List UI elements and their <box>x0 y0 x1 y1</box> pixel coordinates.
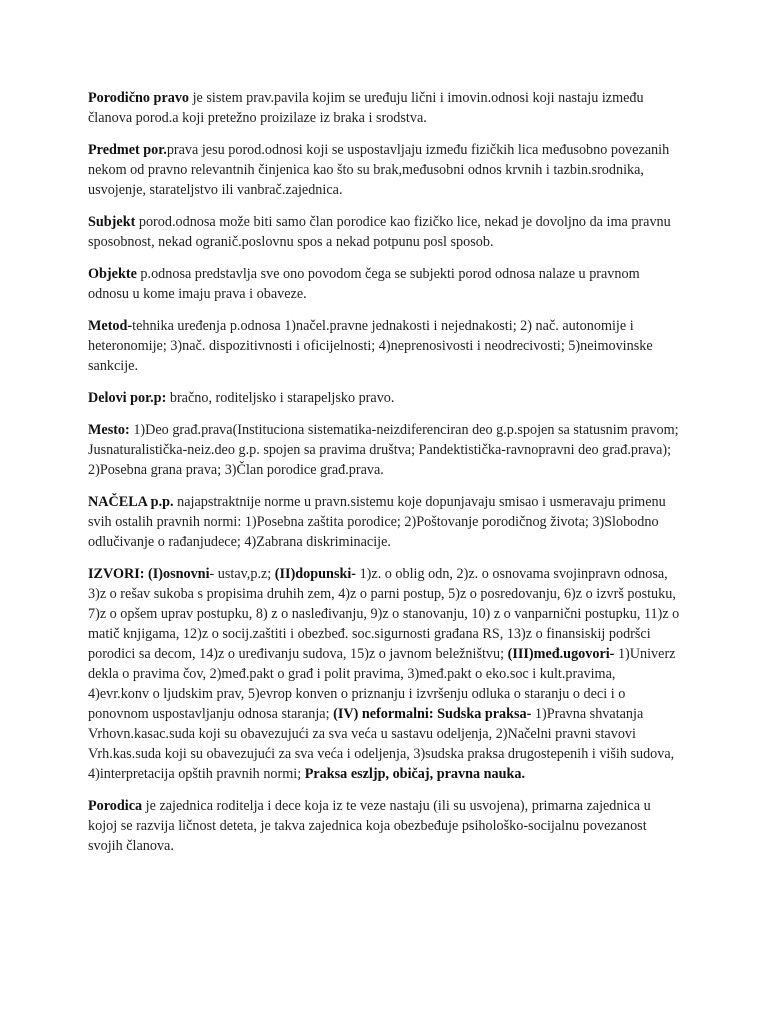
term-izvori-medj-ugovori: (III)međ.ugovori- <box>507 646 615 662</box>
term-izvori-dopunski: (II)dopunski- <box>274 566 357 582</box>
izvori-text: 1)Pravna shvatanja Vrhovn.kasac.suda koji su obavezujući za sva veća u sastavu odeljenja, 2)Načelni pravni stavovi Vrh.kas.suda koji su obavezujući za sva veća i odeljenja, 3)sudska praksa drugostepenih i viših sudova, 4)interpretacija opštih pravnih normi; <box>88 706 675 782</box>
paragraph-mesto <box>88 420 680 480</box>
term-delovi: Delovi por.p: <box>88 390 167 406</box>
definition-text: p.odnosa predstavlja sve ono povodom čega se subjekti porod odnosa nalaze u pravnom odnosu u kome imaju prava i obaveze. <box>88 266 640 302</box>
paragraph-objekte <box>88 264 680 304</box>
term-nacela: NAČELA p.p. <box>88 494 174 510</box>
paragraph-porodica <box>88 796 680 856</box>
paragraph-subjekt <box>88 212 680 252</box>
paragraph-nacela <box>88 492 680 552</box>
izvori-text: 1)z. o oblig odn, 2)z. o osnovama svojinpravn odnosa, 3)z o rešav sukoba s propisima druhih zem, 4)z o parni postup, 5)z o posredovanju, 6)z o izvrš postuku, 7)z o opšem uprav postupku, 8) z o nasleđivanju, 9)z o stanovanju, 10) z o vanparnični postupku, 11)z o matič knjigama, 12)z o socij.zaštiti i obezbeđ. soc.sigurnosti građana RS, 13)z o finansiskij podršci porodici sa decom, 14)z o uređivanju sudova, 15)z o javnom beležništvu; <box>88 566 680 662</box>
paragraph-porodicno-pravo <box>88 88 680 128</box>
definition-text: tehnika uređenja p.odnosa 1)načel.pravne jednakosti i nejednakosti; 2) nač. autonomije i heteronomije; 3)nač. dispozitivnosti i oficijelnosti; 4)neprenosivosti i neodrecivosti; 5)neimovinske sankcije. <box>88 318 653 374</box>
definition-text: prava jesu porod.odnosi koji se uspostavljaju između fizičkih lica međusobno povezanih nekom od pravno relevantnih činjenica kao što su brak,međusobni odnos krvnih i tazbin.srodnika, usvojenje, starateljstvo ili vanbrač.zajednica. <box>88 142 670 198</box>
definition-text: 1)Deo građ.prava(Instituciona sistematika-neizdiferenciran deo g.p.spojen sa statusnim pravom; Jusnaturalistička-neiz.deo g.p. spojen sa pravima društva; Pandektistička-ravnopravni deo građ.prava); 2)Posebna grana prava; 3)Član porodice građ.prava. <box>88 422 679 478</box>
term-metod: Metod- <box>88 318 133 334</box>
term-izvori-osnovni: IZVORI: (I)osnovni <box>88 566 210 582</box>
definition-text: porod.odnosa može biti samo član porodice kao fizičko lice, nekad je dovoljno da ima pravnu sposobnost, nekad ogranič.poslovnu spos a nekad potpunu posl sposob. <box>88 214 671 250</box>
izvori-text: - ustav,p.z; <box>209 566 275 582</box>
definition-text: je sistem prav.pavila kojim se uređuju lični i imovin.odnosi koji nastaju između članova porod.a koji pretežno proizilaze iz braka i srodstva. <box>88 90 644 126</box>
document-page <box>88 88 680 868</box>
paragraph-metod <box>88 316 680 376</box>
term-mesto: Mesto: <box>88 422 130 438</box>
term-izvori-neformalni: (IV) neformalni: Sudska praksa- <box>333 706 532 722</box>
paragraph-delovi <box>88 388 680 408</box>
term-predmet: Predmet por. <box>88 142 167 158</box>
definition-text: bračno, roditeljsko i starapeljsko pravo. <box>166 390 395 406</box>
term-porodicno-pravo: Porodično pravo <box>88 90 190 106</box>
paragraph-izvori <box>88 564 680 784</box>
izvori-text: 1)Univerz dekla o pravima čov, 2)međ.pakt o građ i polit pravima, 3)međ.pakt o eko.soc i kult.pravima, 4)evr.konv o ljudskim prav, 5)evrop konven o priznanju i izvršenju odluka o staranju o deci i o ponovnom uspostavljanju odnosa staranja; <box>88 646 676 722</box>
definition-text: je zajednica roditelja i dece koja iz te veze nastaju (ili su usvojena), primarna zajednica u kojoj se razvija ličnost deteta, je takva zajednica koja obezbeđuje psihološko-socijalnu povezanost svojih članova. <box>88 798 651 854</box>
term-subjekt: Subjekt <box>88 214 136 230</box>
paragraph-predmet <box>88 140 680 200</box>
term-izvori-praksa: Praksa eszljp, običaj, pravna nauka. <box>304 766 526 782</box>
definition-text: najapstraktnije norme u pravn.sistemu koje dopunjavaju smisao i usmeravaju primenu svih ostalih pravnih normi: 1)Posebna zaštita porodice; 2)Poštovanje porodičnog života; 3)Slobodno odlučivanje o rađanjudece; 4)Zabrana diskriminacije. <box>88 494 666 550</box>
term-porodica: Porodica <box>88 798 143 814</box>
term-objekte: Objekte <box>88 266 137 282</box>
